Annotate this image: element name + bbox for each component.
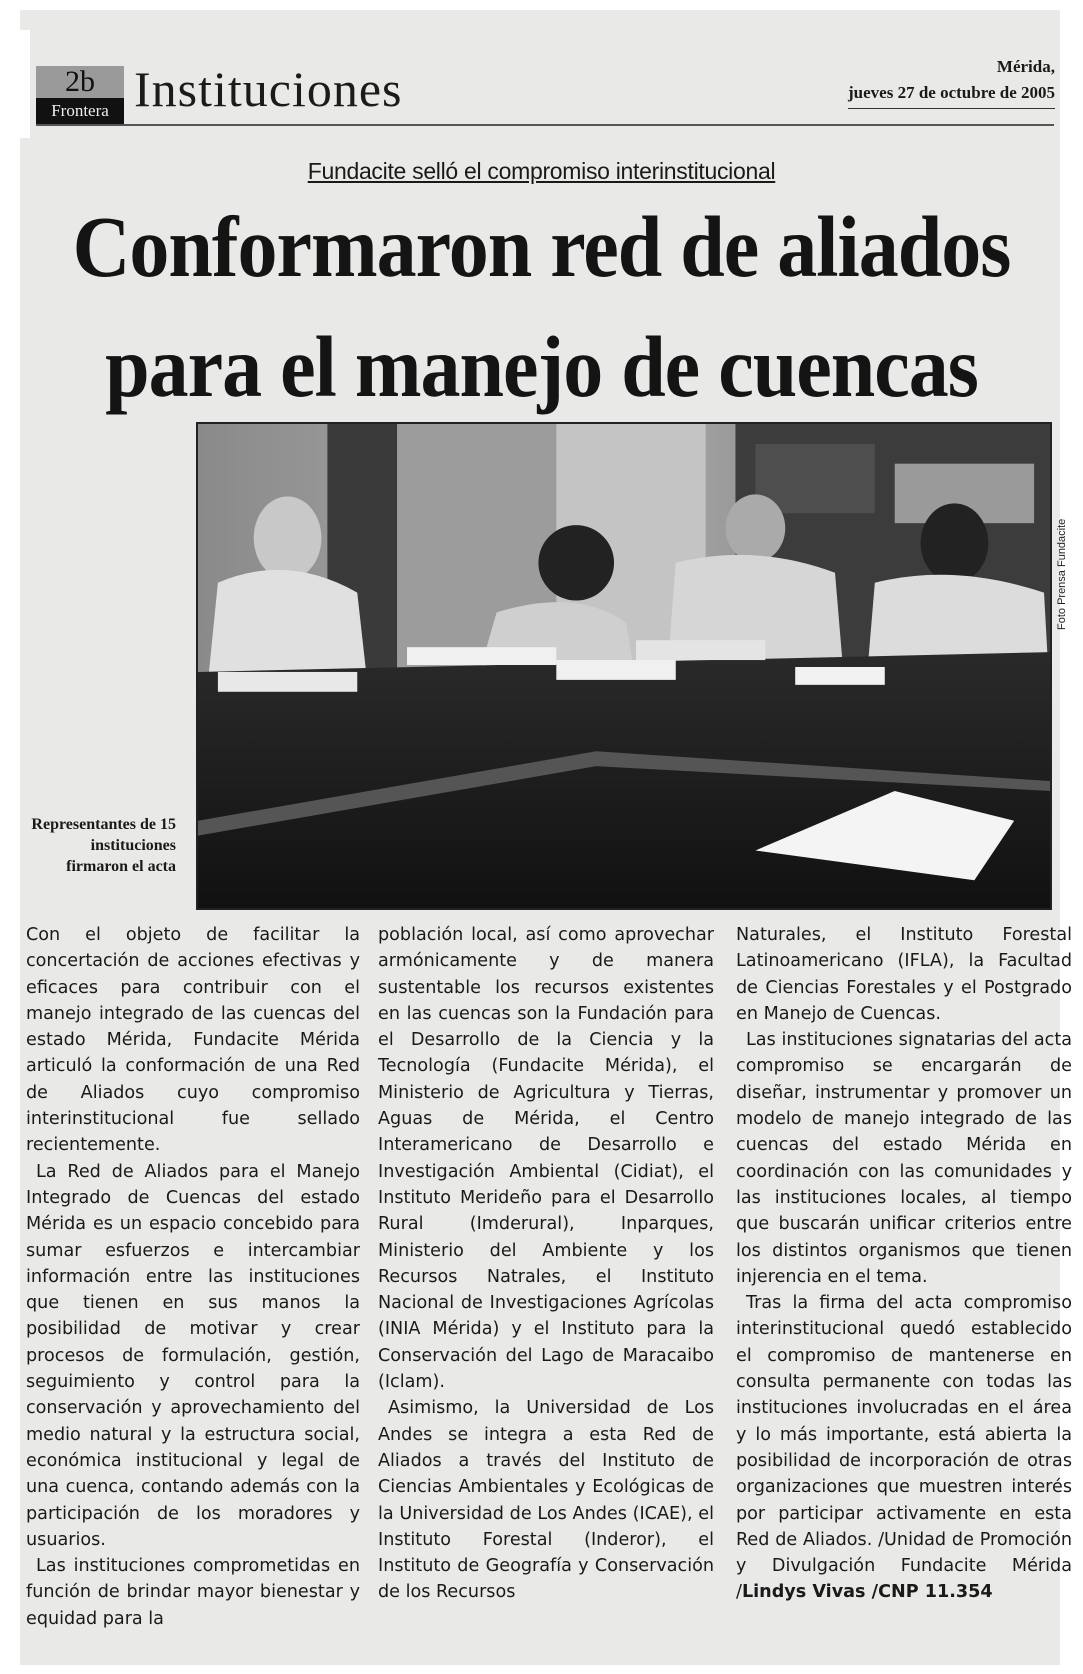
- paragraph: Las instituciones signatarias del acta compromiso se encargarán de diseñar, instrumentar y promover un modelo de manejo integrado de las cuencas del estado Mérida en coordinación con las comunidades y las instituciones locales, al tiempo que buscarán unificar criterios entre los distintos organismos que tienen injerencia en el tema.: [736, 1030, 1072, 1287]
- headline-line-2: para el manejo de cuencas: [105, 320, 978, 416]
- dateline-city: Mérida,: [996, 57, 1055, 76]
- paragraph: Las instituciones comprometidas en función de brindar mayor bienestar y equidad para la: [26, 1556, 360, 1629]
- article-column-1: [26, 922, 360, 1632]
- header-rule: [36, 124, 1054, 126]
- article-column-3: [736, 922, 1072, 1606]
- page-edge: [0, 30, 30, 138]
- article-column-2: [378, 922, 714, 1606]
- paragraph-text: Tras la firma del acta compromiso interinstitucional quedó establecido el compromiso de mantenerse en consulta permanente con todas las instituciones involucradas en el área y lo más importante, está abierta la posibilidad de incorporación de otras organizaciones que muestren interés por participar activamente en esta Red de Aliados. /Unidad de Promoción y Divulgación Fundacite Mérida /: [736, 1293, 1072, 1603]
- article-kicker: Fundacite selló el compromiso interinstitucional: [307, 158, 776, 184]
- section-tag: Frontera: [36, 98, 124, 124]
- dateline: [848, 54, 1055, 109]
- section-badge: [36, 66, 124, 124]
- section-title: Instituciones: [134, 61, 403, 117]
- page-number: 2b: [36, 66, 124, 98]
- paragraph: La Red de Aliados para el Manejo Integrado de Cuencas del estado Mérida es un espacio concebido para sumar esfuerzos e intercambiar información entre las instituciones que tienen en sus manos la posibilidad de motivar y crear procesos de formulación, gestión, seguimiento y control para la conservación y aprovechamiento del medio natural y la estructura social, económica institucional y legal de una cuenca, contando además con la participación de los moradores y usuarios.: [26, 1161, 360, 1550]
- paragraph: Naturales, el Instituto Forestal Latinoamericano (IFLA), la Facultad de Ciencias Forestales y el Postgrado en Manejo de Cuencas.: [736, 925, 1072, 1024]
- paragraph: Asimismo, la Universidad de Los Andes se integra a esta Red de Aliados a través del Instituto de Ciencias Ambientales y Ecológicas de la Universidad de Los Andes (ICAE), el Instituto Forestal (Inderor), el Instituto de Geografía y Conservación de los Recursos: [378, 1398, 714, 1603]
- paragraph: Con el objeto de facilitar la concertación de acciones efectivas y eficaces para contribuir con el manejo integrado de las cuencas del estado Mérida, Fundacite Mérida articuló la conformación de una Red de Aliados cuyo compromiso interinstitucional fue sellado recientemente.: [26, 925, 360, 1156]
- paragraph: [736, 1290, 1072, 1606]
- dateline-date: jueves 27 de octubre de 2005: [848, 80, 1055, 109]
- byline: Lindys Vivas /CNP 11.354: [741, 1582, 993, 1603]
- photo-illustration: [198, 424, 1050, 908]
- photo-caption: Representantes de 15 instituciones firmaron el acta: [31, 816, 176, 875]
- photo-credit: Foto Prensa Fundacite: [1056, 518, 1068, 630]
- headline-line-1: Conformaron red de aliados: [72, 200, 1011, 296]
- article-photo: [196, 422, 1052, 910]
- paragraph: población local, así como aprovechar armónicamente y de manera sustentable los recursos existentes en las cuencas son la Fundación para el Desarrollo de la Ciencia y la Tecnología (Fundacite Mérida), el Ministerio de Agricultura y Tierras, Aguas de Mérida, el Centro Interamericano de Desarrollo e Investigación Ambiental (Cidiat), el Instituto Merideño para el Desarrollo Rural (Imderural), Inparques, Ministerio del Ambiente y los Recursos Natrales, el Instituto Nacional de Investigaciones Agrícolas (INIA Mérida) y el Instituto para la Conservación del Lago de Maracaibo (Iclam).: [378, 925, 714, 1393]
